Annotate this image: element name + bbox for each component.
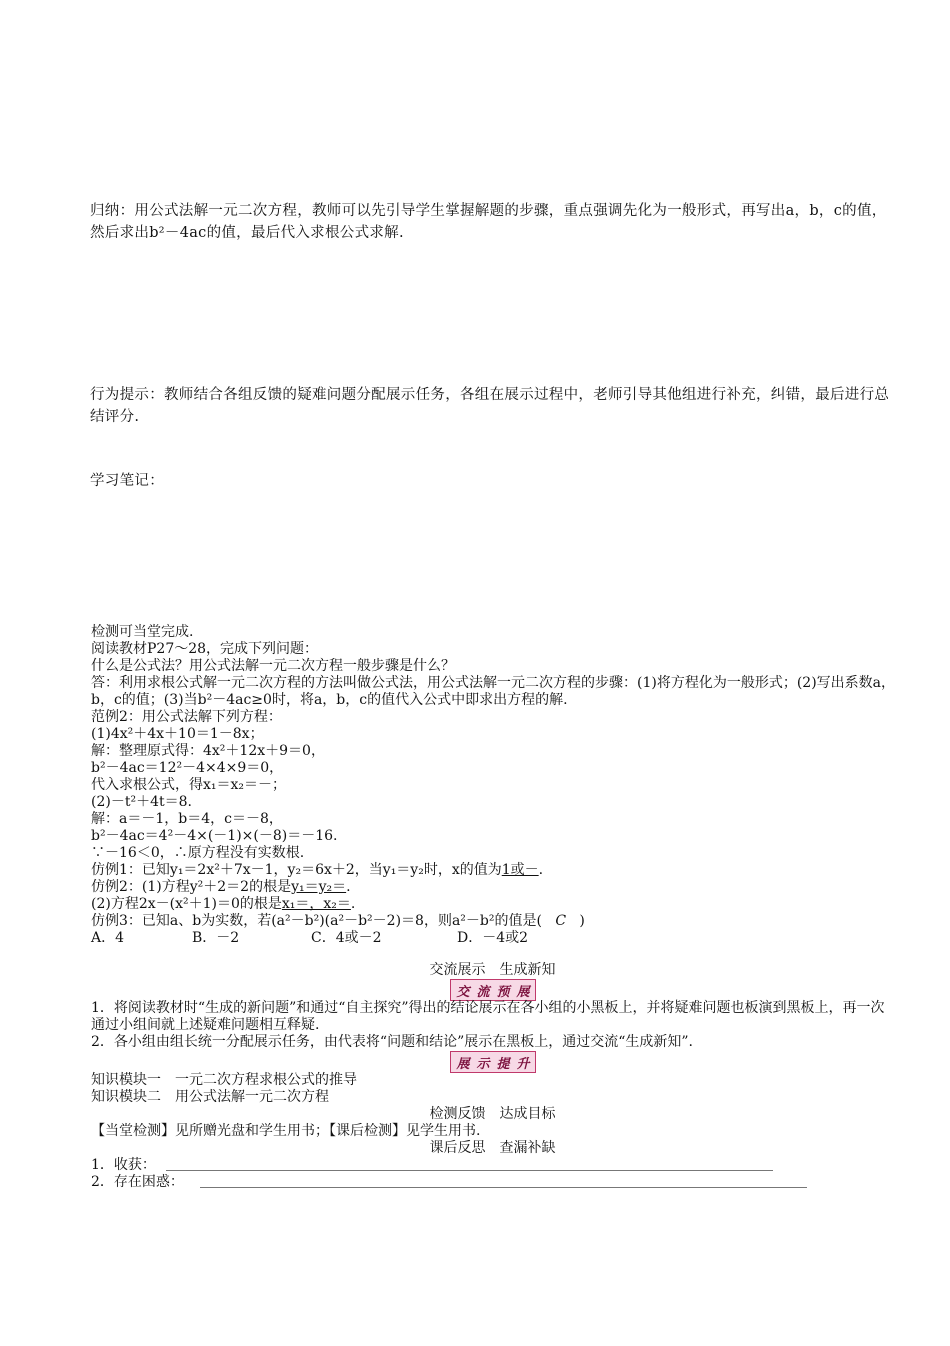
copy-example-1-text: 仿例1：已知y₁＝2x²＋7x－1，y₂＝6x＋2，当y₁＝y₂时，x的值为 [91,862,502,878]
copy-example-3-end: ) [579,913,585,929]
solution-2-step-2: b²－4ac＝4²－4×(－1)×(－8)＝－16. [91,828,338,844]
badge-char: 交 [456,984,470,1000]
option-b: B．－2 [192,930,240,946]
copy-example-3-text: 仿例3：已知a、b为实数，若(a²－b²)(a²－b²－2)＝8，则a²－b²的值是( [91,913,542,929]
example-equation-2: (2)－t²＋4t＝8. [91,794,192,810]
question: 什么是公式法？用公式法解一元二次方程一般步骤是什么？ [91,658,455,674]
knowledge-module-1: 知识模块一 一元二次方程求根公式的推导 [91,1072,357,1088]
section-exchange-title: 交流展示 生成新知 [429,962,556,978]
gain-answer-line [166,1170,773,1171]
exchange-preview-badge [450,979,536,1001]
copy-example-1-answer: 1或－ [501,862,539,878]
copy-example-1 [91,862,543,879]
badge-char: 展 [516,984,530,1000]
confusion-answer-line [200,1187,807,1188]
copy-example-2b-answer: x₁＝，x₂＝ [281,896,351,912]
test-info: 【当堂检测】见所赠光盘和学生用书；【课后检测】见学生用书. [91,1123,481,1139]
solution-1-step-1: 解：整理原式得：4x²＋12x＋9＝0， [91,743,325,759]
badge-char: 流 [476,984,490,1000]
display-improve-badge [450,1051,536,1073]
solution-2-step-3: ∵－16＜0，∴原方程没有实数根. [91,845,305,861]
study-notes-label: 学习笔记： [90,473,164,489]
section-reflection-title: 课后反思 查漏补缺 [429,1140,556,1156]
exchange-paragraph-2: 2．各小组由组长统一分配展示任务，由代表将“问题和结论”展示在黑板上，通过交流“生成新知”. [91,1034,693,1050]
option-d: D．－4或2 [457,930,529,946]
example-title: 范例2：用公式法解下列方程： [91,709,282,725]
copy-example-3-answer: C [555,913,567,929]
badge-char: 提 [496,1056,510,1072]
badge-char: 展 [456,1056,470,1072]
knowledge-module-2: 知识模块二 用公式法解一元二次方程 [91,1089,329,1105]
copy-example-2b-end: . [350,896,356,912]
copy-example-2-end: . [346,879,351,895]
copy-example-1-end: . [538,862,544,878]
badge-char: 预 [496,984,510,1000]
summary-note: 归纳：用公式法解一元二次方程，教师可以先引导学生掌握解题的步骤，重点强调先化为一般形式，再写出a，b，c的值，然后求出b²－4ac的值，最后代入求根公式求解. [90,203,887,241]
option-a: A．4 [91,930,125,946]
solution-1-step-2: b²－4ac＝12²－4×4×9＝0， [91,760,284,776]
example-equation-1: (1)4x²＋4x＋10＝1－8x； [91,726,264,742]
badge-char: 示 [476,1056,490,1072]
section-feedback-title: 检测反馈 达成目标 [429,1106,556,1122]
confusion-label: 2．存在困惑： [91,1174,184,1190]
reading-task: 阅读教材P27～28，完成下列问题： [91,641,319,657]
solution-2-step-1: 解：a＝－1，b＝4，c＝－8， [91,811,283,827]
copy-example-2-answer: y₁＝y₂＝ [291,879,347,895]
copy-example-2b-text: (2)方程2x－(x²＋1)＝0的根是 [91,896,282,912]
gain-label: 1．收获： [91,1157,156,1173]
answer: 答：利用求根公式解一元二次方程的方法叫做公式法，用公式法解一元二次方程的步骤：(1)将方程化为一般形式；(2)写出系数a，b，c的值；(3)当b²－4ac≥0时，将a，b，c的值代入公式中即求出方程的解. [91,675,896,708]
option-c: C．4或－2 [311,930,382,946]
copy-example-2b [91,896,355,913]
copy-example-3 [91,913,585,930]
behavior-hint: 行为提示：教师结合各组反馈的疑难问题分配展示任务，各组在展示过程中，老师引导其他组进行补充，纠错，最后进行总结评分. [90,387,890,425]
check-note: 检测可当堂完成. [91,624,194,640]
copy-example-2-text: 仿例2：(1)方程y²＋2＝2的根是 [91,879,292,895]
badge-char: 升 [516,1056,530,1072]
solution-1-step-3: 代入求根公式，得x₁＝x₂＝－； [91,777,287,793]
exchange-paragraph-1: 1．将阅读教材时“生成的新问题”和通过“自主探究”得出的结论展示在各小组的小黑板上，并将疑难问题也板演到黑板上，再一次通过小组间就上述疑难问题相互释疑. [91,1000,885,1033]
copy-example-2 [91,879,351,896]
